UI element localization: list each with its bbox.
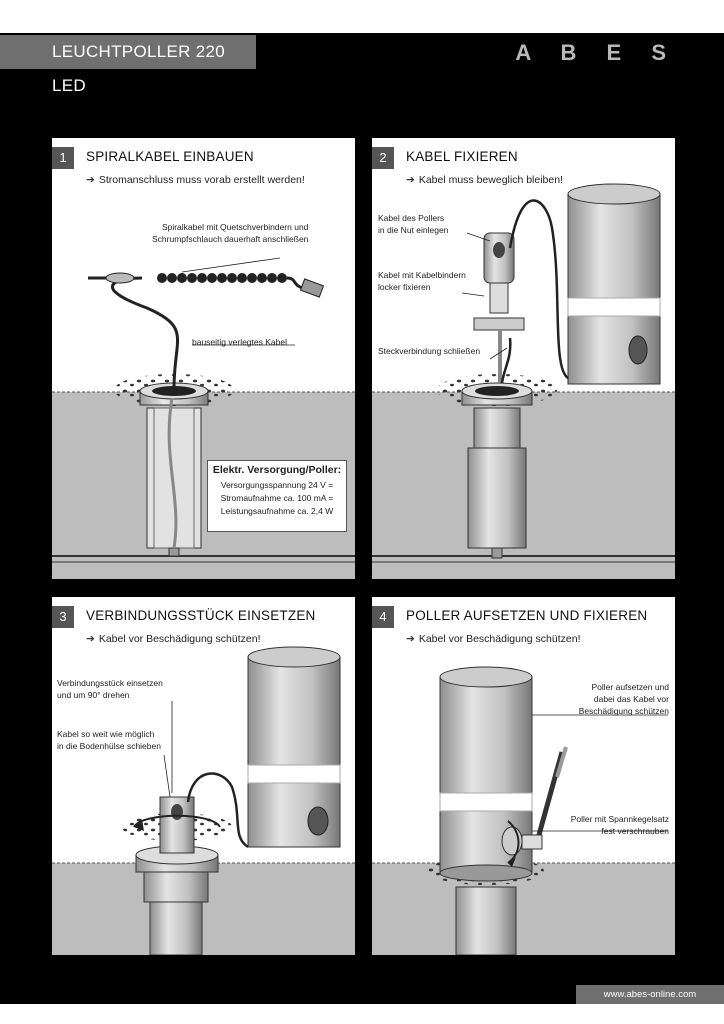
annotation-tighten-cone: Poller mit Spannkegelsatz fest verschrauben bbox=[570, 814, 669, 836]
step-title: POLLER AUFSETZEN UND FIXIEREN bbox=[406, 608, 648, 623]
annotation-place-bollard: Poller aufsetzen und dabei das Kabel vor Beschädigung schützen bbox=[578, 682, 669, 716]
step-subtitle: ➔ Kabel vor Beschädigung schützen! bbox=[86, 633, 261, 645]
step-subtitle: ➔ Kabel vor Beschädigung schützen! bbox=[406, 633, 581, 645]
annotation-groove: Kabel des Pollers in die Nut einlegen bbox=[378, 213, 449, 235]
step-number: 2 bbox=[372, 147, 394, 169]
step-panel-2 bbox=[372, 138, 675, 579]
step-panel-1 bbox=[52, 138, 355, 579]
annotation-spiral-cable: Spiralkabel mit Quetschverbindern und Schrumpfschlauch dauerhaft anschließen bbox=[152, 222, 309, 244]
arrow-right-icon: ➔ bbox=[406, 174, 415, 186]
annotation-push-cable: Kabel so weit wie möglich in die Bodenhülse schieben bbox=[57, 729, 161, 751]
power-spec-title: Elektr. Versorgung/Poller: bbox=[212, 464, 342, 476]
step-title: VERBINDUNGSSTÜCK EINSETZEN bbox=[86, 608, 316, 623]
step-title: SPIRALKABEL EINBAUEN bbox=[86, 149, 254, 164]
page-title: LEUCHTPOLLER 220 LED bbox=[0, 35, 256, 69]
arrow-right-icon: ➔ bbox=[406, 633, 415, 645]
annotation-insert-connector: Verbindungsstück einsetzen und um 90° drehen bbox=[57, 678, 163, 700]
step-number: 1 bbox=[52, 147, 74, 169]
arrow-right-icon: ➔ bbox=[86, 174, 95, 186]
footer-url[interactable]: www.abes-online.com bbox=[576, 985, 724, 1004]
step-title: KABEL FIXIEREN bbox=[406, 149, 518, 164]
arrow-right-icon: ➔ bbox=[86, 633, 95, 645]
step-subtitle: ➔ Stromanschluss muss vorab erstellt werden! bbox=[86, 174, 305, 186]
annotation-site-cable: bauseitig verlegtes Kabel bbox=[192, 337, 287, 347]
power-spec-box: Elektr. Versorgung/Poller: Versorgungsspannung 24 V = Stromaufnahme ca. 100 mA = Leistungsaufnahme ca. 2,4 W bbox=[207, 460, 347, 532]
brand-logo: A B E S bbox=[515, 40, 678, 65]
step-2-illustration bbox=[372, 138, 675, 579]
step-subtitle: ➔ Kabel muss beweglich bleiben! bbox=[406, 174, 563, 186]
step-4-illustration bbox=[372, 597, 675, 955]
step-number: 4 bbox=[372, 606, 394, 628]
step-3-illustration bbox=[52, 597, 355, 955]
annotation-plug-connection: Steckverbindung schließen bbox=[378, 346, 481, 356]
step-panel-4 bbox=[372, 597, 675, 955]
step-number: 3 bbox=[52, 606, 74, 628]
annotation-cable-ties: Kabel mit Kabelbindern locker fixieren bbox=[378, 270, 466, 292]
step-panel-3 bbox=[52, 597, 355, 955]
